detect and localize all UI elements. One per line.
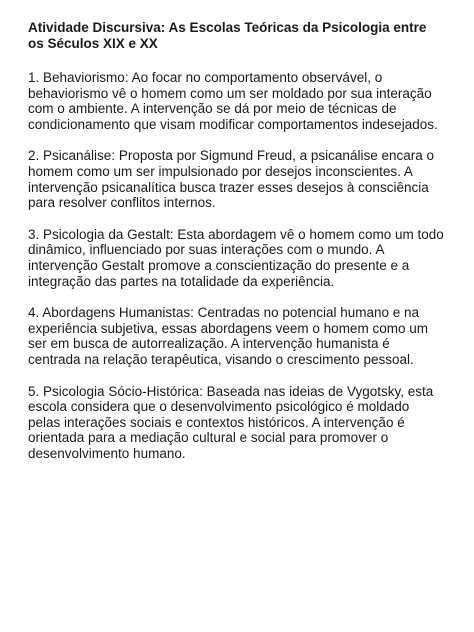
section-number: 5. — [28, 383, 40, 399]
section-psicanalise — [28, 148, 444, 210]
section-humanistas — [28, 305, 444, 367]
section-number: 1. — [28, 70, 40, 85]
document-title: Atividade Discursiva: As Escolas Teóricas da Psicologia entre os Séculos XIX e XX — [28, 20, 427, 51]
section-number: 4. — [28, 305, 40, 321]
section-text: Abordagens Humanistas: Centradas no potencial humano e na experiência subjetiva, essas abordagens veem o homem como um ser em busca de autorrealização. A intervenção humanista é centrada na relação terapêutica, visando o crescimento pessoal. — [28, 305, 428, 367]
section-text: Psicanálise: Proposta por Sigmund Freud, a psicanálise encara o homem como um ser impulsionado por desejos inconscientes. A intervenção psicanalítica busca trazer esses desejos à consciência para resolver conflitos internos. — [28, 148, 434, 211]
section-text: Behaviorismo: Ao focar no comportamento observável, o behaviorismo vê o homem como um ser moldado por sua interação com o ambiente. A intervenção se dá por meio de técnicas de condicionamento que visam modificar comportamentos indesejados. — [28, 70, 438, 132]
section-behaviorismo — [28, 70, 444, 132]
section-text: Psicologia Sócio-Histórica: Baseada nas ideias de Vygotsky, esta escola considera que o desenvolvimento psicológico é moldado pelas interações sociais e contextos históricos. A intervenção é orientada para a mediação cultural e social para promover o desenvolvimento humano. — [28, 383, 434, 461]
section-gestalt — [28, 227, 444, 289]
section-number: 2. — [28, 148, 40, 164]
section-number: 3. — [28, 226, 40, 242]
section-socio-historica — [28, 384, 444, 462]
section-text: Psicologia da Gestalt: Esta abordagem vê o homem como um todo dinâmico, influenciado por suas interações com o mundo. A intervenção Gestalt promove a conscientização do presente e a integração das partes na totalidade da experiência. — [28, 226, 444, 289]
